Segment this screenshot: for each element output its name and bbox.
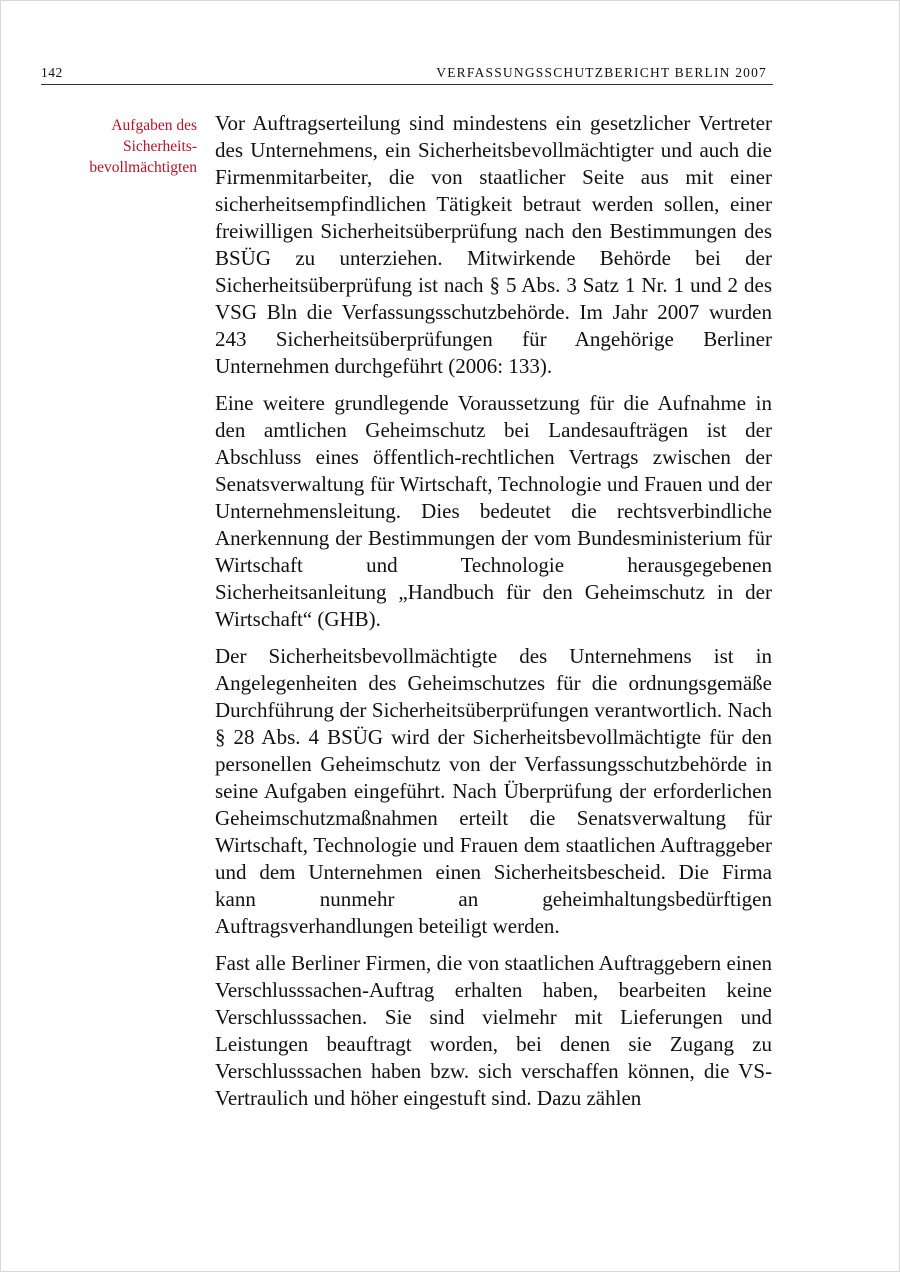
page-number: 142 [41,65,63,80]
paragraph-1: Vor Auftragserteilung sind mindestens ein gesetzlicher Vertreter des Unternehmens, ein Sicherheitsbevollmächtigter und auch die Firmenmitarbeiter, die von staatlicher Seite aus mit einer sicherheitsempfindlichen Tätigkeit betraut werden sollen, einer freiwilligen Sicherheitsüberprüfung nach den Bestimmungen des BSÜG zu unterziehen. Mitwirkende Behörde bei der Sicherheitsüberprüfung ist nach § 5 Abs. 3 Satz 1 Nr. 1 und 2 des VSG Bln die Verfassungsschutzbehörde. Im Jahr 2007 wurden 243 Sicherheitsüberprüfungen für Angehörige Berliner Unternehmen durchgeführt (2006: 133). [215,111,772,378]
margin-note: Aufgaben des Sicherheitsbevollmächtigten [89,117,197,176]
header-title: VERFASSUNGSSCHUTZBERICHT BERLIN 2007 [436,65,767,80]
paragraph-4: Fast alle Berliner Firmen, die von staatlichen Auftraggebern einen Verschlusssachen-Auftrag erhalten haben, bearbeiten keine Verschlusssachen. Sie sind vielmehr mit Lieferungen und Leistungen beauftragt worden, bei denen sie Zugang zu Verschlusssachen haben bzw. sich verschaffen können, die VS-Vertraulich und höher eingestuft sind. Dazu zählen [215,951,772,1110]
body-text [215,110,772,1122]
paragraph-3: Der Sicherheitsbevollmächtigte des Unternehmens ist in Angelegenheiten des Geheimschutzes für die ordnungsgemäße Durchführung der Sicherheitsüberprüfungen verantwortlich. Nach § 28 Abs. 4 BSÜG wird der Sicherheitsbevollmächtigte für den personellen Geheimschutz von der Verfassungsschutzbehörde in seine Aufgaben eingeführt. Nach Überprüfung der erforderlichen Geheimschutzmaßnahmen erteilt die Senatsverwaltung für Wirtschaft, Technologie und Frauen dem staatlichen Auftraggeber und dem Unternehmen einen Sicherheitsbescheid. Die Firma kann nunmehr an geheimhaltungsbedürftigen Auftragsverhandlungen beteiligt werden. [215,644,772,938]
running-header [41,64,773,85]
paragraph-2: Eine weitere grundlegende Voraussetzung für die Aufnahme in den amtlichen Geheimschutz bei Landesaufträgen ist der Abschluss eines öffentlich-rechtlichen Vertrags zwischen der Senatsverwaltung für Wirtschaft, Technologie und Frauen und der Unternehmensleitung. Dies bedeutet die rechtsverbindliche Anerkennung der Bestimmungen der vom Bundesministerium für Wirtschaft und Technologie herausgegebenen Sicherheitsanleitung „Handbuch für den Geheimschutz in der Wirtschaft“ (GHB). [215,391,772,631]
